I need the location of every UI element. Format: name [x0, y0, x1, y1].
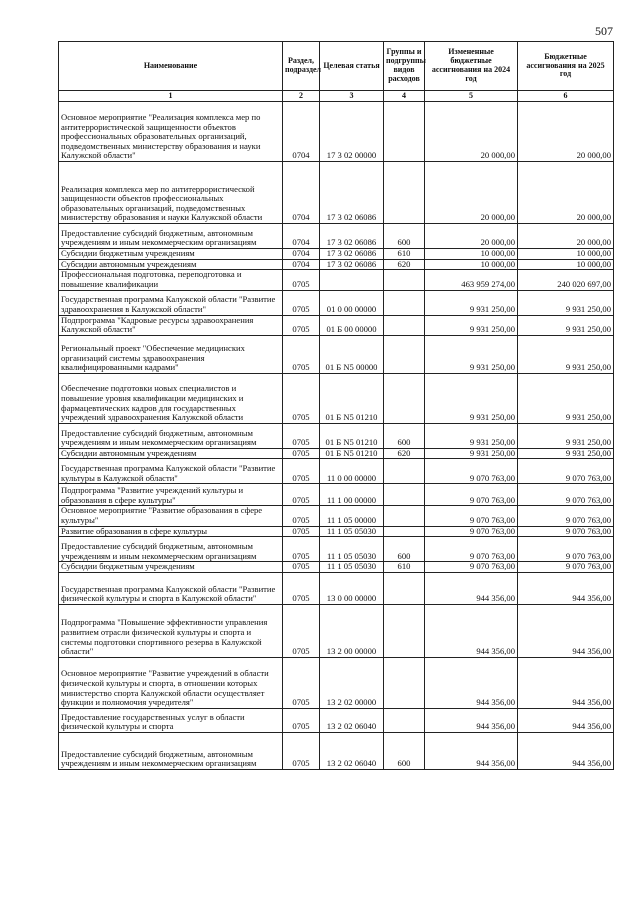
row-target: 17 3 02 06086	[320, 259, 384, 270]
row-target: 01 0 00 00000	[320, 290, 384, 315]
row-name: Предоставление субсидий бюджетным, автономным учреждениям и иным некоммерческим организациям	[59, 224, 283, 249]
table-row	[59, 526, 614, 537]
row-group: 620	[384, 448, 425, 459]
column-number: 6	[518, 91, 614, 102]
column-number: 4	[384, 91, 425, 102]
row-target: 17 3 02 06086	[320, 224, 384, 249]
row-target: 01 Б N5 01210	[320, 448, 384, 459]
row-name: Обеспечение подготовки новых специалистов и повышение уровня квалификации медицинских и фармацевтических кадров для государственных учреждений здравоохранения Калужской области	[59, 373, 283, 423]
row-section: 0705	[283, 526, 320, 537]
row-section: 0705	[283, 657, 320, 708]
table-row	[59, 259, 614, 270]
row-amount-2024: 9 931 250,00	[425, 290, 518, 315]
row-amount-2025: 9 931 250,00	[518, 335, 614, 373]
row-amount-2025: 944 356,00	[518, 572, 614, 604]
row-name: Предоставление субсидий бюджетным, автономным учреждениям и иным некоммерческим организациям	[59, 423, 283, 448]
row-amount-2025: 9 931 250,00	[518, 373, 614, 423]
row-section: 0705	[283, 448, 320, 459]
row-section: 0704	[283, 162, 320, 224]
row-name: Предоставление субсидий бюджетным, автономным учреждениям и иным некоммерческим организациям	[59, 537, 283, 562]
table-row	[59, 562, 614, 573]
column-number: 1	[59, 91, 283, 102]
row-name: Подпрограмма "Развитие учреждений культуры и образования в сфере культуры"	[59, 484, 283, 506]
row-amount-2024: 9 070 763,00	[425, 537, 518, 562]
row-amount-2024: 20 000,00	[425, 224, 518, 249]
row-amount-2024: 9 931 250,00	[425, 335, 518, 373]
row-target	[320, 270, 384, 290]
table-row	[59, 423, 614, 448]
table-body	[59, 102, 614, 770]
row-section: 0704	[283, 249, 320, 260]
row-section: 0705	[283, 270, 320, 290]
row-group	[384, 708, 425, 732]
row-group	[384, 506, 425, 526]
row-target: 17 3 02 06086	[320, 249, 384, 260]
row-target: 01 Б N5 01210	[320, 423, 384, 448]
row-section: 0705	[283, 562, 320, 573]
table-row	[59, 448, 614, 459]
table-row	[59, 270, 614, 290]
table-row	[59, 162, 614, 224]
row-target: 11 1 05 00000	[320, 506, 384, 526]
row-amount-2025: 9 070 763,00	[518, 562, 614, 573]
row-amount-2025: 20 000,00	[518, 224, 614, 249]
table-row	[59, 537, 614, 562]
table-row	[59, 484, 614, 506]
row-group: 620	[384, 259, 425, 270]
row-amount-2024: 944 356,00	[425, 657, 518, 708]
page-number: 507	[595, 24, 613, 38]
row-section: 0705	[283, 572, 320, 604]
row-name: Основное мероприятие "Реализация комплекса мер по антитеррористической защищенности объектов профессиональных образовательных организаций, подведомственных министерству образования и науки Калужской области"	[59, 102, 283, 162]
row-amount-2025: 10 000,00	[518, 259, 614, 270]
table-row	[59, 657, 614, 708]
row-group	[384, 162, 425, 224]
row-amount-2025: 9 931 250,00	[518, 315, 614, 335]
row-section: 0705	[283, 459, 320, 484]
row-group	[384, 604, 425, 657]
row-name: Подпрограмма "Повышение эффективности управления развитием отрасли физической культуры и спорта и системы подготовки спортивного резерва в Калужской области"	[59, 604, 283, 657]
row-amount-2025: 9 070 763,00	[518, 537, 614, 562]
row-name: Предоставление государственных услуг в области физической культуры и спорта	[59, 708, 283, 732]
row-group	[384, 373, 425, 423]
row-group	[384, 270, 425, 290]
table-row	[59, 572, 614, 604]
row-group	[384, 657, 425, 708]
row-target: 11 1 05 05030	[320, 562, 384, 573]
row-name: Субсидии бюджетным учреждениям	[59, 249, 283, 260]
row-target: 17 3 02 06086	[320, 162, 384, 224]
row-section: 0705	[283, 335, 320, 373]
row-target: 13 2 00 00000	[320, 604, 384, 657]
row-amount-2025: 9 070 763,00	[518, 459, 614, 484]
row-amount-2025: 944 356,00	[518, 708, 614, 732]
row-amount-2024: 944 356,00	[425, 708, 518, 732]
row-amount-2024: 9 070 763,00	[425, 484, 518, 506]
row-name: Государственная программа Калужской области "Развитие здравоохранения в Калужской области"	[59, 290, 283, 315]
row-group	[384, 335, 425, 373]
header-amount-2025: Бюджетные ассигнования на 2025 год	[518, 42, 614, 91]
header-row	[59, 42, 614, 91]
table-row	[59, 224, 614, 249]
row-section: 0705	[283, 315, 320, 335]
row-group	[384, 526, 425, 537]
row-group	[384, 102, 425, 162]
row-name: Подпрограмма "Кадровые ресурсы здравоохранения Калужской области"	[59, 315, 283, 335]
row-name: Реализация комплекса мер по антитеррористической защищенности объектов профессиональных образовательных организаций, подведомственных министерству образования и науки Калужской области	[59, 162, 283, 224]
budget-table	[58, 41, 614, 770]
row-target: 11 0 00 00000	[320, 459, 384, 484]
row-amount-2024: 9 931 250,00	[425, 373, 518, 423]
table-row	[59, 708, 614, 732]
row-target: 13 2 02 00000	[320, 657, 384, 708]
row-target: 01 Б N5 01210	[320, 373, 384, 423]
row-name: Основное мероприятие "Развитие учреждений в области физической культуры и спорта, в отношении которых министерство спорта Калужской области осуществляет функции и полномочия учредителя"	[59, 657, 283, 708]
row-amount-2024: 9 931 250,00	[425, 315, 518, 335]
row-amount-2024: 9 070 763,00	[425, 562, 518, 573]
row-amount-2024: 944 356,00	[425, 604, 518, 657]
row-group	[384, 290, 425, 315]
row-amount-2025: 9 931 250,00	[518, 448, 614, 459]
row-amount-2025: 20 000,00	[518, 162, 614, 224]
row-name: Профессиональная подготовка, переподготовка и повышение квалификации	[59, 270, 283, 290]
row-amount-2024: 10 000,00	[425, 259, 518, 270]
table-row	[59, 249, 614, 260]
row-amount-2025: 20 000,00	[518, 102, 614, 162]
row-group: 610	[384, 562, 425, 573]
row-amount-2024: 20 000,00	[425, 162, 518, 224]
row-amount-2025: 9 931 250,00	[518, 423, 614, 448]
row-target: 13 2 02 06040	[320, 708, 384, 732]
row-amount-2024: 463 959 274,00	[425, 270, 518, 290]
table-row	[59, 335, 614, 373]
row-amount-2024: 9 931 250,00	[425, 448, 518, 459]
table-row	[59, 506, 614, 526]
row-group: 600	[384, 537, 425, 562]
column-number: 2	[283, 91, 320, 102]
row-amount-2025: 944 356,00	[518, 732, 614, 769]
row-group	[384, 484, 425, 506]
row-amount-2024: 20 000,00	[425, 102, 518, 162]
header-target: Целевая статья	[320, 42, 384, 91]
row-section: 0704	[283, 102, 320, 162]
row-amount-2025: 10 000,00	[518, 249, 614, 260]
row-name: Развитие образования в сфере культуры	[59, 526, 283, 537]
table-row	[59, 373, 614, 423]
row-amount-2025: 240 020 697,00	[518, 270, 614, 290]
row-group: 600	[384, 423, 425, 448]
row-name: Субсидии бюджетным учреждениям	[59, 562, 283, 573]
row-name: Основное мероприятие "Развитие образования в сфере культуры"	[59, 506, 283, 526]
row-name: Субсидии автономным учреждениям	[59, 259, 283, 270]
row-name: Предоставление субсидий бюджетным, автономным учреждениям и иным некоммерческим организациям	[59, 732, 283, 769]
table-row	[59, 604, 614, 657]
row-target: 01 Б N5 00000	[320, 335, 384, 373]
row-target: 11 1 00 00000	[320, 484, 384, 506]
column-number-row	[59, 91, 614, 102]
row-target: 01 Б 00 00000	[320, 315, 384, 335]
table-row	[59, 315, 614, 335]
row-amount-2024: 9 070 763,00	[425, 506, 518, 526]
row-amount-2025: 944 356,00	[518, 657, 614, 708]
row-name: Государственная программа Калужской области "Развитие культуры в Калужской области"	[59, 459, 283, 484]
column-number: 5	[425, 91, 518, 102]
table-row	[59, 102, 614, 162]
row-group: 600	[384, 732, 425, 769]
row-amount-2024: 944 356,00	[425, 732, 518, 769]
row-group	[384, 315, 425, 335]
row-group	[384, 459, 425, 484]
row-section: 0705	[283, 537, 320, 562]
table-row	[59, 459, 614, 484]
row-target: 11 1 05 05030	[320, 526, 384, 537]
header-name: Наименование	[59, 42, 283, 91]
row-section: 0704	[283, 224, 320, 249]
row-section: 0705	[283, 506, 320, 526]
row-section: 0705	[283, 708, 320, 732]
row-section: 0705	[283, 373, 320, 423]
column-number: 3	[320, 91, 384, 102]
row-amount-2024: 9 070 763,00	[425, 459, 518, 484]
table-row	[59, 732, 614, 769]
row-amount-2024: 944 356,00	[425, 572, 518, 604]
row-target: 13 2 02 06040	[320, 732, 384, 769]
row-name: Государственная программа Калужской области "Развитие физической культуры и спорта в Калужской области"	[59, 572, 283, 604]
row-target: 13 0 00 00000	[320, 572, 384, 604]
row-section: 0705	[283, 604, 320, 657]
row-amount-2024: 10 000,00	[425, 249, 518, 260]
row-amount-2025: 944 356,00	[518, 604, 614, 657]
row-group: 600	[384, 224, 425, 249]
row-section: 0705	[283, 484, 320, 506]
row-amount-2025: 9 070 763,00	[518, 506, 614, 526]
row-group: 610	[384, 249, 425, 260]
row-amount-2025: 9 070 763,00	[518, 484, 614, 506]
row-section: 0705	[283, 423, 320, 448]
row-amount-2025: 9 931 250,00	[518, 290, 614, 315]
row-amount-2024: 9 070 763,00	[425, 526, 518, 537]
header-section: Раздел, подраздел	[283, 42, 320, 91]
row-amount-2025: 9 070 763,00	[518, 526, 614, 537]
header-amount-2024: Измененные бюджетные ассигнования на 2024 год	[425, 42, 518, 91]
row-target: 17 3 02 00000	[320, 102, 384, 162]
row-section: 0705	[283, 732, 320, 769]
header-group: Группы и подгруппы видов расходов	[384, 42, 425, 91]
table-row	[59, 290, 614, 315]
row-section: 0704	[283, 259, 320, 270]
row-amount-2024: 9 931 250,00	[425, 423, 518, 448]
row-name: Субсидии автономным учреждениям	[59, 448, 283, 459]
row-group	[384, 572, 425, 604]
row-section: 0705	[283, 290, 320, 315]
row-name: Региональный проект "Обеспечение медицинских организаций системы здравоохранения квалифицированными кадрами"	[59, 335, 283, 373]
row-target: 11 1 05 05030	[320, 537, 384, 562]
